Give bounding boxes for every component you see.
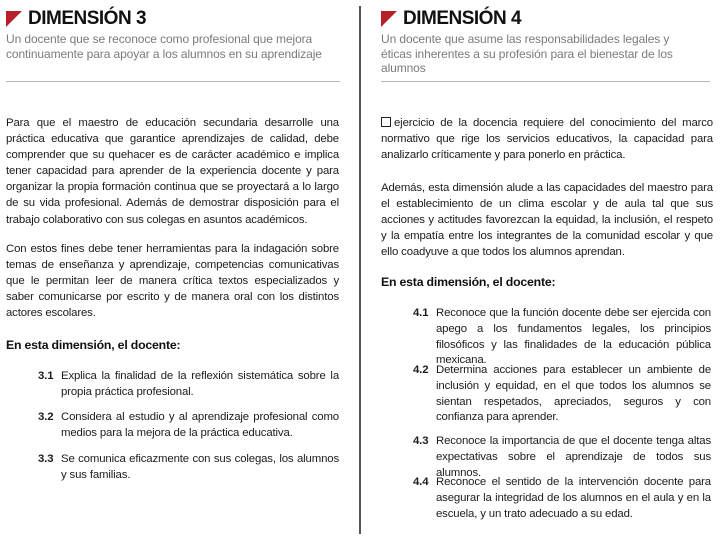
red-triangle-icon [6, 11, 22, 27]
dimension-4-divider-rule [381, 81, 710, 82]
dimension-3-column [0, 0, 356, 540]
dimension-4-subtitle: Un docente que asume las responsabilidades legales y éticas inherentes a su profesión para el bienestar de los alumnos [381, 32, 673, 75]
dimension-3-item-3-1 [38, 369, 339, 401]
item-text: Reconoce el sentido de la intervención docente para asegurar la integridad de los alumnos en el aula y en la escuela, y un trato adecuado a su edad. [436, 476, 711, 520]
dimension-4-title: DIMENSIÓN 4 [403, 8, 522, 29]
item-text: Explica la finalidad de la reflexión sistemática sobre la propia práctica profesional. [61, 370, 339, 398]
dimension-4-item-4-2 [413, 363, 711, 426]
item-number: 4.1 [413, 307, 429, 319]
item-text: Reconoce que la función docente debe ser ejercida con apego a los fundamentos legales, los principios filosóficos y las finalidades de la educación pública mexicana. [436, 307, 711, 367]
item-number: 3.2 [38, 411, 54, 423]
dimension-3-item-3-3 [38, 452, 339, 484]
item-text: Considera al estudio y al aprendizaje profesional como medios para la mejora de la práctica educativa. [61, 411, 339, 439]
dimension-3-header [6, 8, 146, 30]
dimension-3-paragraph-2: Con estos fines debe tener herramientas para la indagación sobre temas de enseñanza y aprendizaje, competencias comunicativas que le permitan leer de manera crítica textos especializados y saber comunicarse por escrito y de manera oral con los distintos actores escolares. [6, 243, 339, 320]
item-number: 3.3 [38, 453, 54, 465]
item-number: 4.3 [413, 435, 429, 447]
item-number: 4.2 [413, 364, 429, 376]
dimension-4-section-heading: En esta dimensión, el docente: [381, 275, 556, 289]
dimension-3-subtitle: Un docente que se reconoce como profesional que mejora continuamente para apoyar a los alumnos en su aprendizaje [6, 32, 322, 61]
column-divider [359, 6, 361, 534]
dimension-4-paragraph-2: Además, esta dimensión alude a las capacidades del maestro para el establecimiento de un clima escolar y de aula tal que sus acciones y actitudes favorezcan la equidad, la inclusión, el respeto y la empatía entre los integrantes de la comunidad escolar y que ello coadyuve a que todos los alumnos aprendan. [381, 182, 713, 259]
dimension-4-item-4-4 [413, 475, 711, 522]
item-number: 4.4 [413, 476, 429, 488]
red-triangle-icon [381, 11, 397, 27]
item-number: 3.1 [38, 370, 54, 382]
dimension-3-divider-rule [6, 81, 340, 82]
dimension-4-paragraph-1 [381, 115, 713, 163]
dimension-4-item-4-1 [413, 306, 711, 369]
dimension-4-column [363, 0, 720, 540]
dimension-3-title: DIMENSIÓN 3 [28, 8, 147, 29]
dimension-3-paragraph-1: Para que el maestro de educación secundaria desarrolle una práctica educativa que garantice aprendizajes de calidad, debe comprender que su quehacer es de carácter académico e implica tener capacidad para aprender de la experiencia docente y para organizar la propia formación continua que se proyectará a lo largo de su vida profesional. Además de demostrar disposición para el trabajo colaborativo con sus colegas en asuntos académicos. [6, 117, 339, 226]
item-text: Reconoce la importancia de que el docente tenga altas expectativas sobre el aprendizaje de todos sus alumnos. [436, 435, 711, 479]
dimension-3-section-heading: En esta dimensión, el docente: [6, 338, 181, 352]
dimension-4-header [381, 8, 521, 30]
dimension-4-paragraph-1-text: ejercicio de la docencia requiere del conocimiento del marco normativo que rige los servicios educativos, la capacidad para analizarlo críticamente y para ponerlo en práctica. [381, 117, 713, 162]
dimension-3-item-3-2 [38, 410, 339, 442]
item-text: Se comunica eficazmente con sus colegas, los alumnos y sus familias. [61, 453, 339, 481]
checkbox-square-icon [381, 117, 391, 127]
item-text: Determina acciones para establecer un ambiente de inclusión y equidad, en el que todos los alumnos se sientan respetados, apreciados, seguros y con confianza para aprender. [436, 364, 711, 424]
